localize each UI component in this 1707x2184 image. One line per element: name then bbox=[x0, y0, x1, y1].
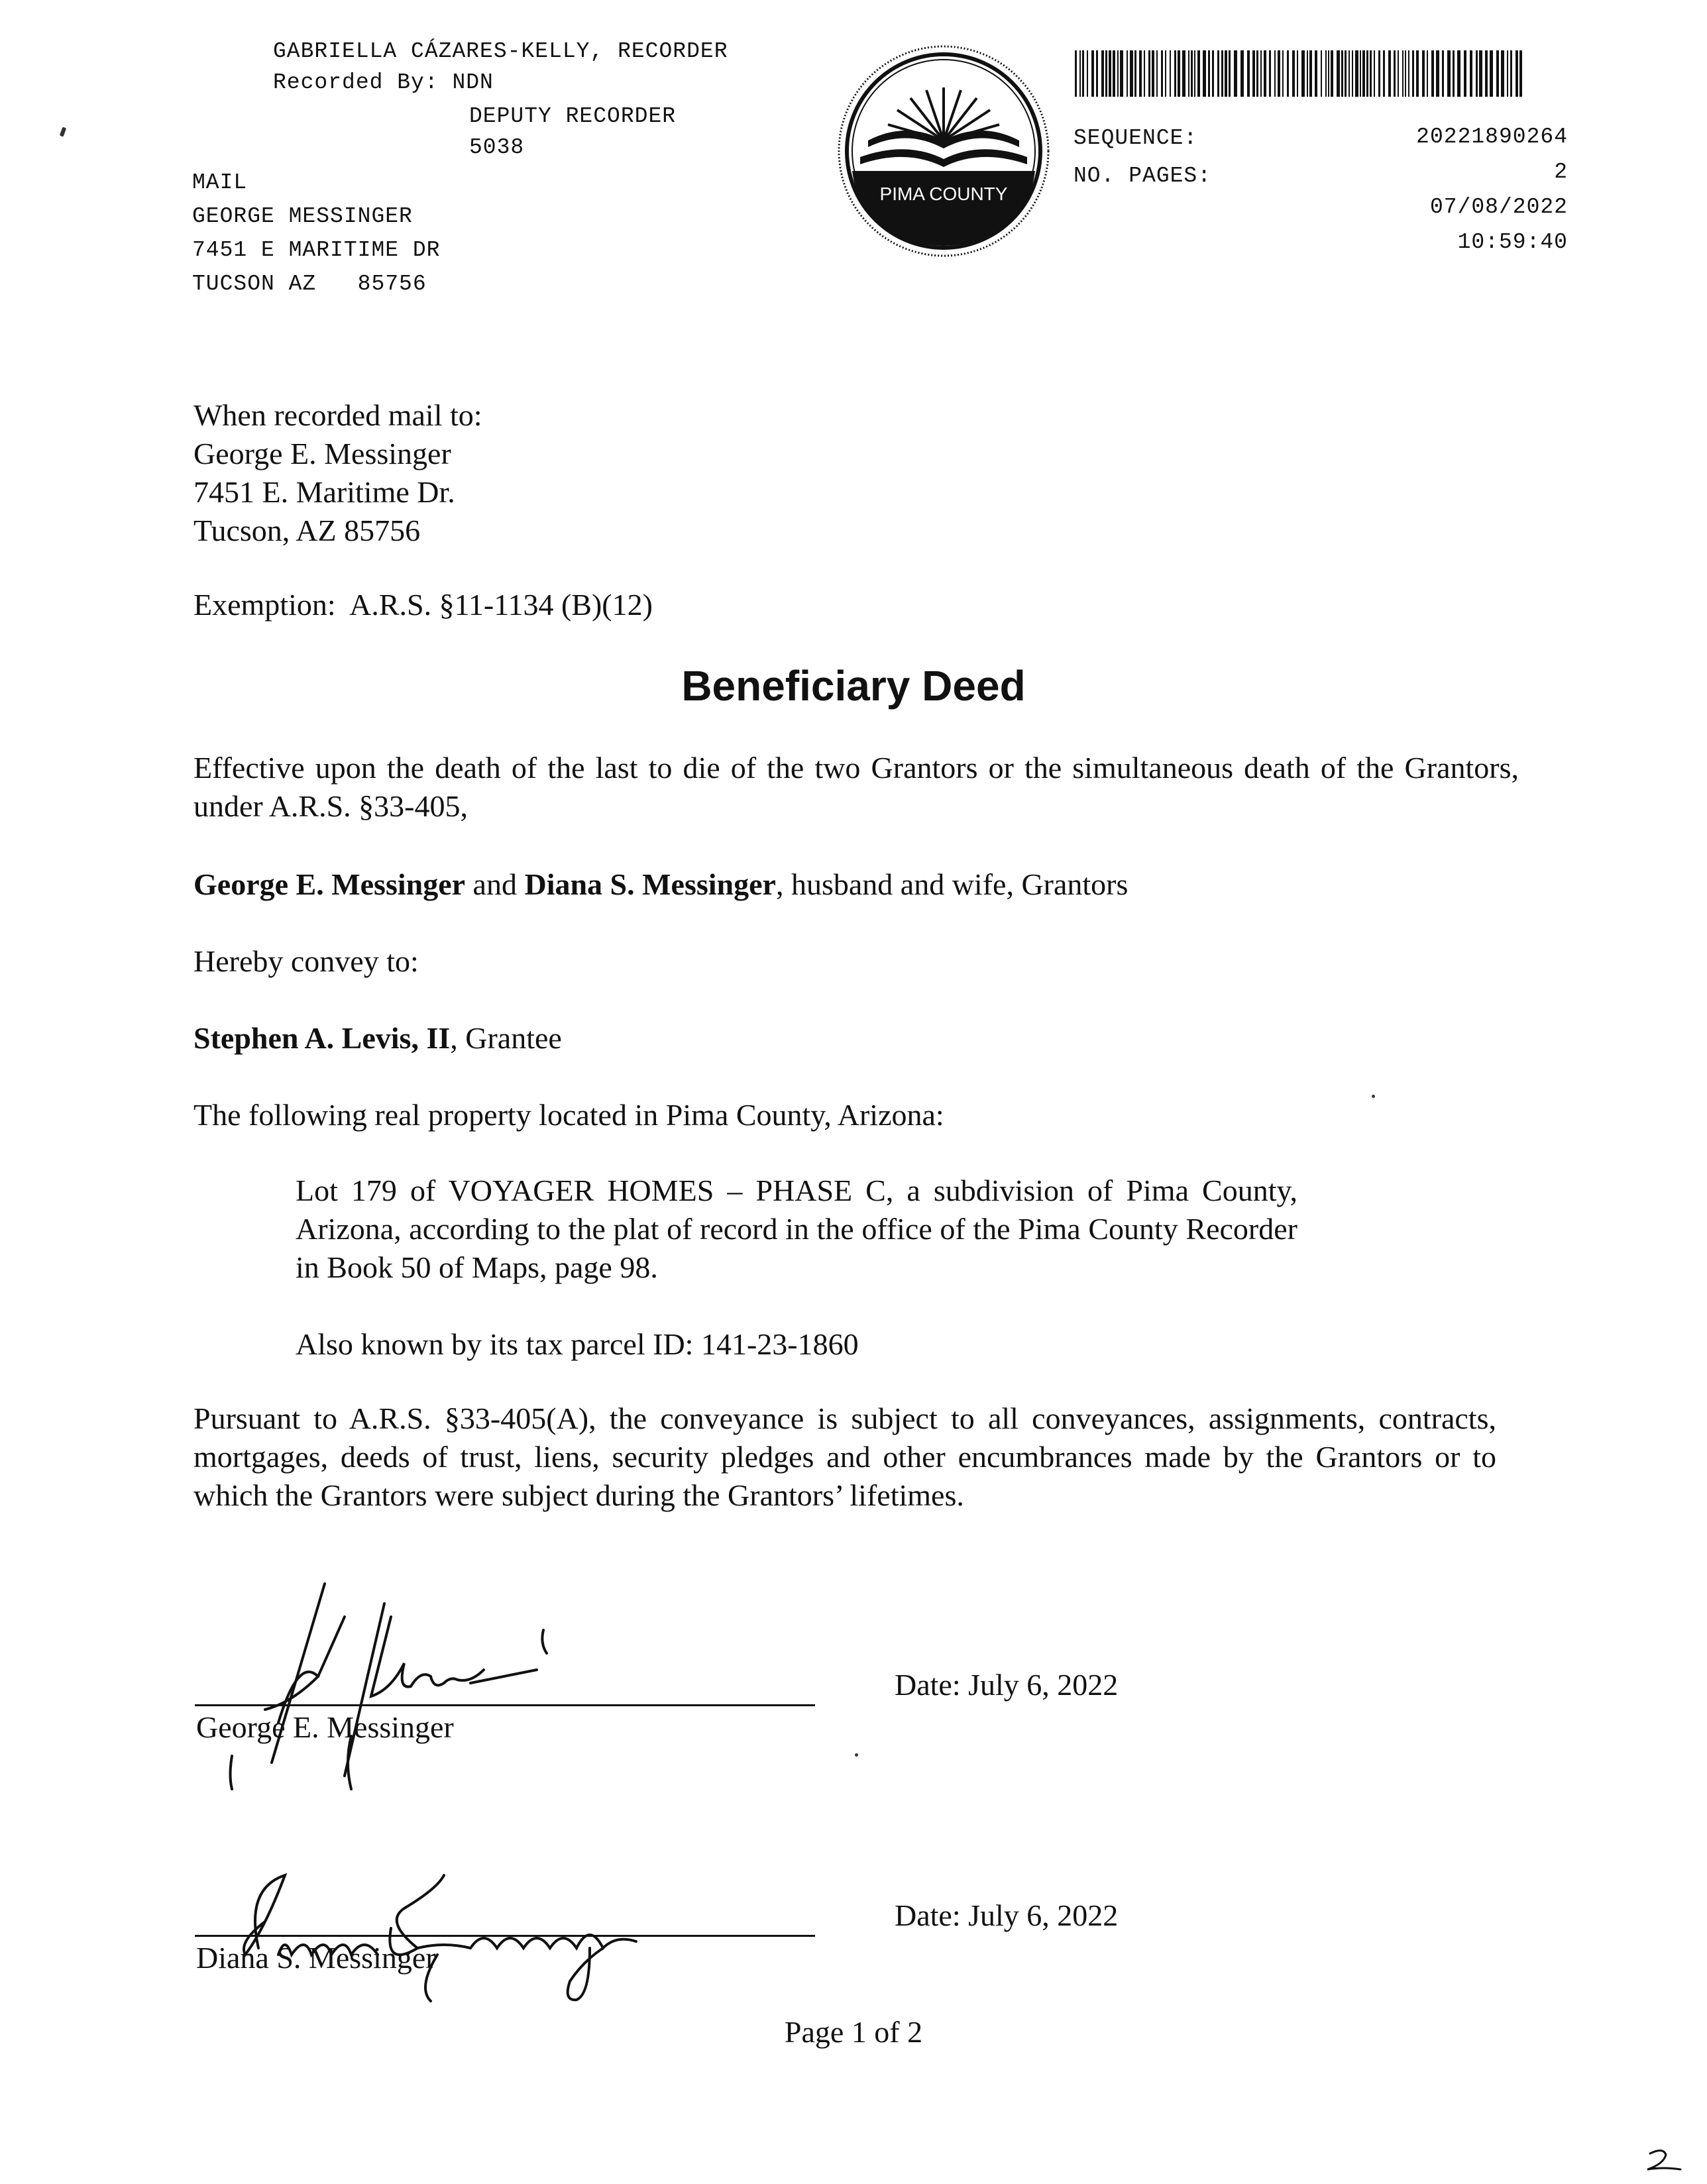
pursuant-clause: Pursuant to A.R.S. §33-405(A), the conveyance is subject to all conveyances, assignments, contracts, mortgages, deeds of trust, liens, security pledges and other encumbrances made by the Grantors or to which the Grantors were subject during the Grantors’ lifetimes. bbox=[193, 1401, 1496, 1512]
convey-line: Hereby convey to: bbox=[193, 944, 419, 978]
handwritten-page-mark bbox=[1643, 2147, 1683, 2173]
recording-values bbox=[1416, 119, 1568, 260]
mail-street: 7451 E MARITIME DR bbox=[192, 238, 441, 262]
deputy-recorder-label: DEPUTY RECORDER bbox=[469, 104, 677, 129]
return-name: George E. Messinger bbox=[193, 437, 451, 470]
effective-clause: Effective upon the death of the last to die of the two Grantors or the simultaneous death of the Grantors, under A.R.S. §33-405, bbox=[193, 751, 1519, 823]
deputy-block bbox=[469, 101, 676, 163]
grantors-and: and bbox=[465, 867, 525, 901]
property-intro: The following real property located in Pima County, Arizona: bbox=[193, 1098, 944, 1132]
signer-2-name: Diana S. Messinger bbox=[196, 1941, 436, 1975]
mail-label: MAIL bbox=[192, 170, 248, 195]
recording-time: 10:59:40 bbox=[1457, 230, 1568, 254]
return-city: Tucson, AZ 85756 bbox=[193, 514, 421, 547]
recorder-block bbox=[273, 36, 728, 98]
sequence-label: SEQUENCE: bbox=[1074, 126, 1198, 150]
pages-value: 2 bbox=[1554, 160, 1568, 184]
recording-labels bbox=[1074, 119, 1211, 195]
signature-line-2 bbox=[195, 1935, 815, 1937]
grantee-line bbox=[193, 1019, 562, 1058]
grantors-suffix: , husband and wife, Grantors bbox=[775, 867, 1129, 901]
pages-label: NO. PAGES: bbox=[1074, 164, 1212, 188]
diana-signature bbox=[219, 1849, 696, 2008]
pima-county-seal bbox=[834, 41, 1054, 261]
stray-mark bbox=[855, 1753, 858, 1757]
barcode-image bbox=[1075, 50, 1525, 97]
seal-text: PIMA COUNTY bbox=[879, 184, 1008, 204]
mail-address-block bbox=[192, 166, 440, 301]
signature-2-date: Date: July 6, 2022 bbox=[895, 1898, 1119, 1932]
signature-line-1 bbox=[195, 1704, 815, 1706]
sequence-value: 20221890264 bbox=[1416, 125, 1568, 149]
stray-mark bbox=[1372, 1095, 1375, 1098]
grantors-line bbox=[193, 865, 1128, 904]
recorded-by: Recorded By: NDN bbox=[273, 70, 494, 95]
grantee-name: Stephen A. Levis, II bbox=[193, 1021, 451, 1055]
mail-name: GEORGE MESSINGER bbox=[192, 204, 413, 229]
george-signature bbox=[192, 1577, 563, 1802]
stray-mark bbox=[60, 127, 66, 136]
grantor-2-name: Diana S. Messinger bbox=[524, 867, 776, 901]
return-street: 7451 E. Maritime Dr. bbox=[193, 475, 455, 509]
grantee-suffix: , Grantee bbox=[450, 1021, 562, 1055]
grantor-1-name: George E. Messinger bbox=[193, 867, 466, 901]
legal-description: Lot 179 of VOYAGER HOMES – PHASE C, a subdivision of Pima County, Arizona, according to the plat of record in the office of the Pima County Recorder in Book 50 of Maps, page 98. bbox=[296, 1174, 1297, 1284]
document-title: Beneficiary Deed bbox=[681, 662, 1026, 710]
mail-city: TUCSON AZ 85756 bbox=[192, 272, 427, 296]
tax-parcel-line: Also known by its tax parcel ID: 141-23-1860 bbox=[296, 1327, 859, 1361]
page-number: Page 1 of 2 bbox=[784, 2015, 923, 2049]
signature-1-date: Date: July 6, 2022 bbox=[895, 1668, 1119, 1702]
exemption-line: Exemption: A.R.S. §11-1134 (B)(12) bbox=[193, 588, 653, 622]
deputy-number: 5038 bbox=[469, 135, 525, 160]
recording-date: 07/08/2022 bbox=[1429, 195, 1568, 219]
return-label: When recorded mail to: bbox=[193, 398, 482, 432]
signer-1-name: George E. Messinger bbox=[196, 1710, 454, 1744]
return-address-block bbox=[193, 396, 482, 550]
recorder-name: GABRIELLA CÁZARES-KELLY, RECORDER bbox=[273, 39, 728, 64]
